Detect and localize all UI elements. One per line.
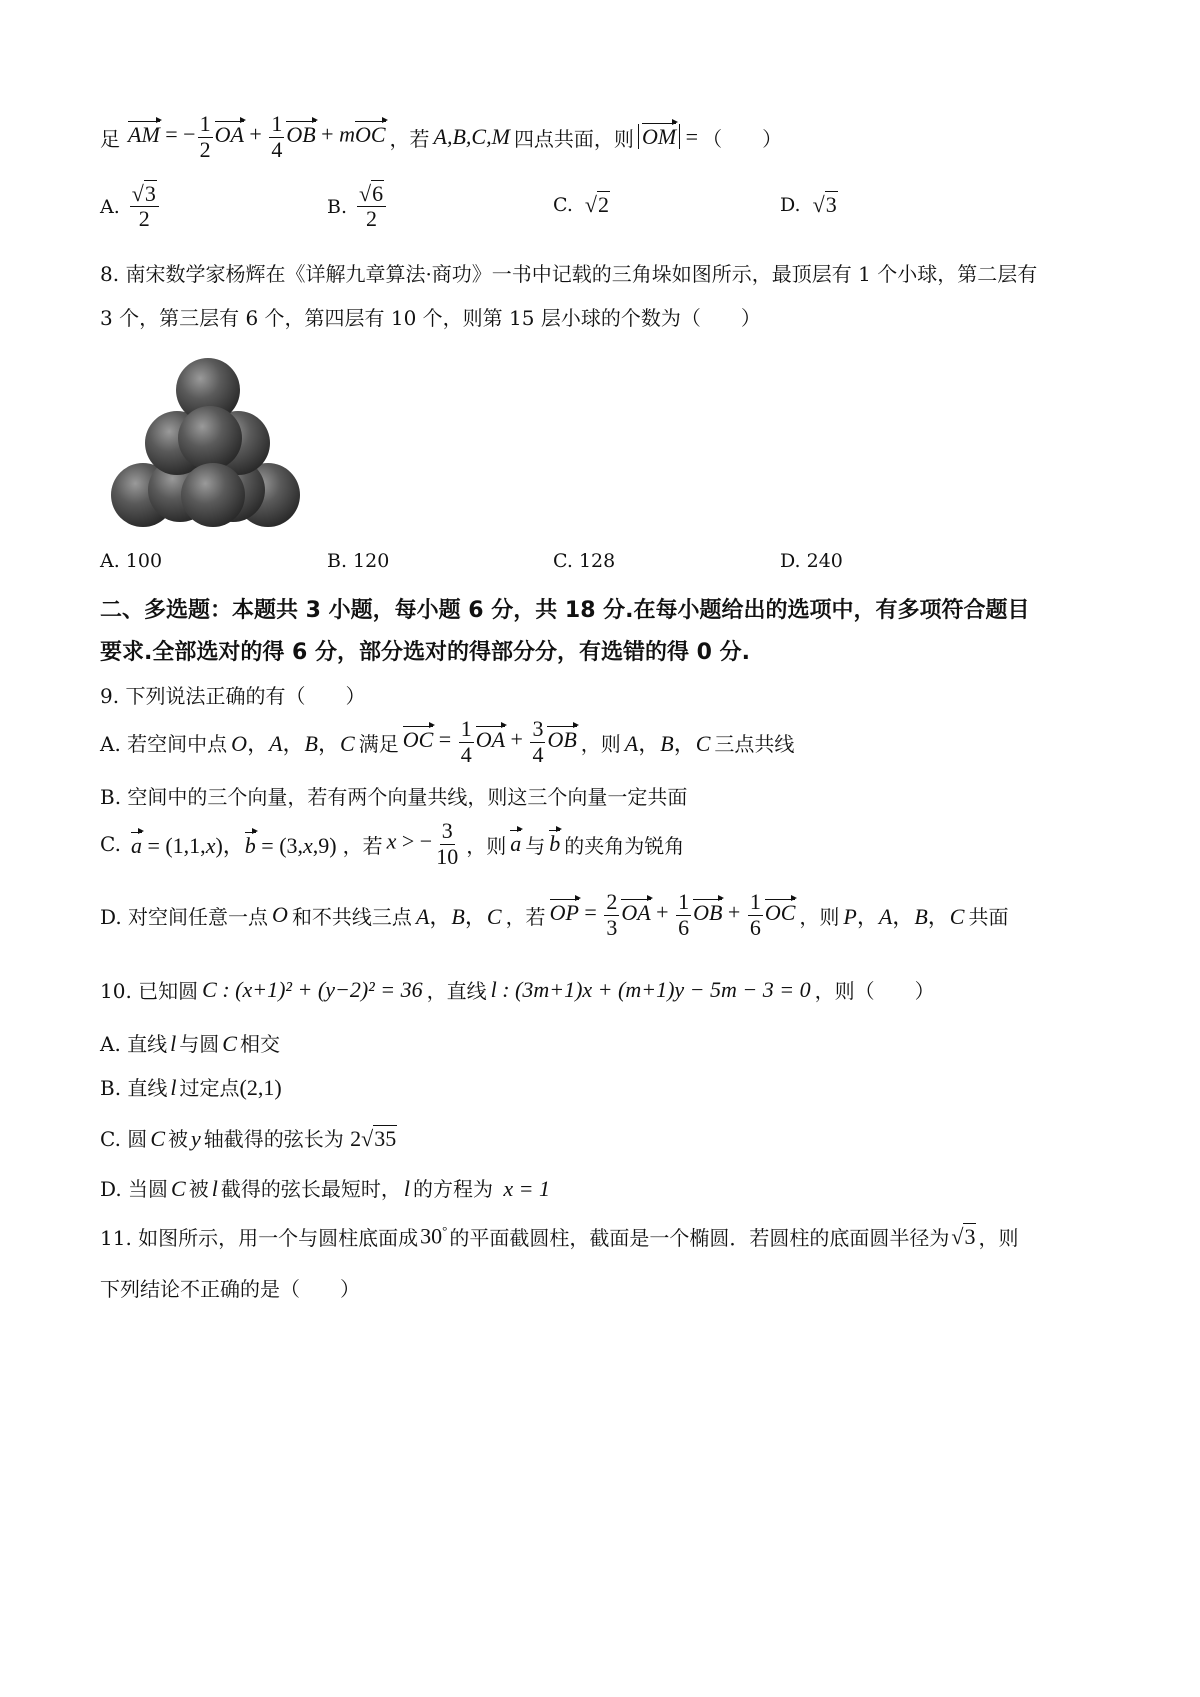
q11-line1: 11. 如图所示，用一个与圆柱底面成 30° 的平面截圆柱，截面是一个椭圆．若圆柱的底面圆半径为 √3 ，则 — [100, 1223, 1019, 1250]
section2-line1: 二、多选题：本题共 3 小题，每小题 6 分，共 18 分.在每小题给出的选项中，有多项符合题目 — [100, 598, 1030, 623]
q7-points: A,B,C,M — [433, 124, 510, 149]
q7-mid: ，若 — [389, 126, 430, 151]
q9-option-d: D. 对空间任意一点 O 和不共线三点 A，B，C ，若 OP = $\frac{2}{3}$ OA + $\frac{1}{6}$ OB + $\frac{1}{6}$ OC ，则 P，A，B，C 共面 — [100, 889, 1009, 940]
ball — [181, 463, 245, 527]
q10-option-a: A. 直线 l 与圆 C 相交 — [100, 1031, 280, 1056]
q7-option-c: C. √2 — [553, 192, 609, 217]
q8-option-a: A. 100 — [100, 550, 163, 572]
q8-line2: 3 个，第三层有 6 个，第四层有 10 个，则第 15 层小球的个数为（ ） — [100, 306, 761, 330]
q8-option-c: C. 128 — [553, 550, 616, 572]
triangular-pile-figure — [105, 350, 305, 530]
q7-vector-equation: AM = − $\frac{1}{2}$ OA + $\frac{1}{4}$ OB + mOC — [128, 111, 386, 162]
q9-stem: 9. 下列说法正确的有（ ） — [100, 684, 366, 708]
q7-paren: （ ） — [702, 126, 783, 151]
q7-option-b: B. $\frac{√6}{2}$ — [327, 182, 388, 231]
q9-option-c: C. a = (1,1,x)，b = (3,x,9) ，若 x > − $\frac{3}{10}$ ，则 a 与 b 的夹角为锐角 — [100, 818, 685, 869]
q9-option-b: B. 空间中的三个向量，若有两个向量共线，则这三个向量一定共面 — [100, 785, 688, 809]
q7-stem — [100, 112, 782, 162]
q7-option-d: D. √3 — [780, 192, 837, 217]
q10-stem: 10. 已知圆 C : (x+1)² + (y−2)² = 36 ，直线 l : (3m+1)x + (m+1)y − 5m − 3 = 0 ，则（ ） — [100, 976, 935, 1003]
q7-prefix: 足 — [100, 126, 120, 151]
q7-option-a: A. $\frac{√3}{2}$ — [100, 182, 161, 231]
q8-option-d: D. 240 — [780, 550, 843, 572]
q8-line1: 8. 南宋数学家杨辉在《详解九章算法·商功》一书中记载的三角垛如图所示，最顶层有 1 个小球，第二层有 — [100, 262, 1038, 286]
q10-option-b: B. 直线 l 过定点(2,1) — [100, 1075, 282, 1100]
section2-line2: 要求.全部选对的得 6 分，部分选对的得部分分，有选错的得 0 分. — [100, 640, 750, 665]
q10-option-d: D. 当圆 C 被 l 截得的弦长最短时， l 的方程为 x = 1 — [100, 1176, 550, 1201]
q7-abs-om: OM = — [638, 124, 698, 150]
q10-option-c: C. 圆 C 被 y 轴截得的弦长为 2√35 — [100, 1126, 397, 1151]
q11-line2: 下列结论不正确的是（ ） — [100, 1277, 360, 1301]
q9-option-a: A. 若空间中点 O，A，B，C 满足 OC = $\frac{1}{4}$ OA + $\frac{3}{4}$ OB ，则 A，B，C 三点共线 — [100, 716, 795, 767]
q8-option-b: B. 120 — [327, 550, 390, 572]
ball — [178, 406, 242, 470]
q7-coplanar: 四点共面，则 — [513, 126, 634, 151]
